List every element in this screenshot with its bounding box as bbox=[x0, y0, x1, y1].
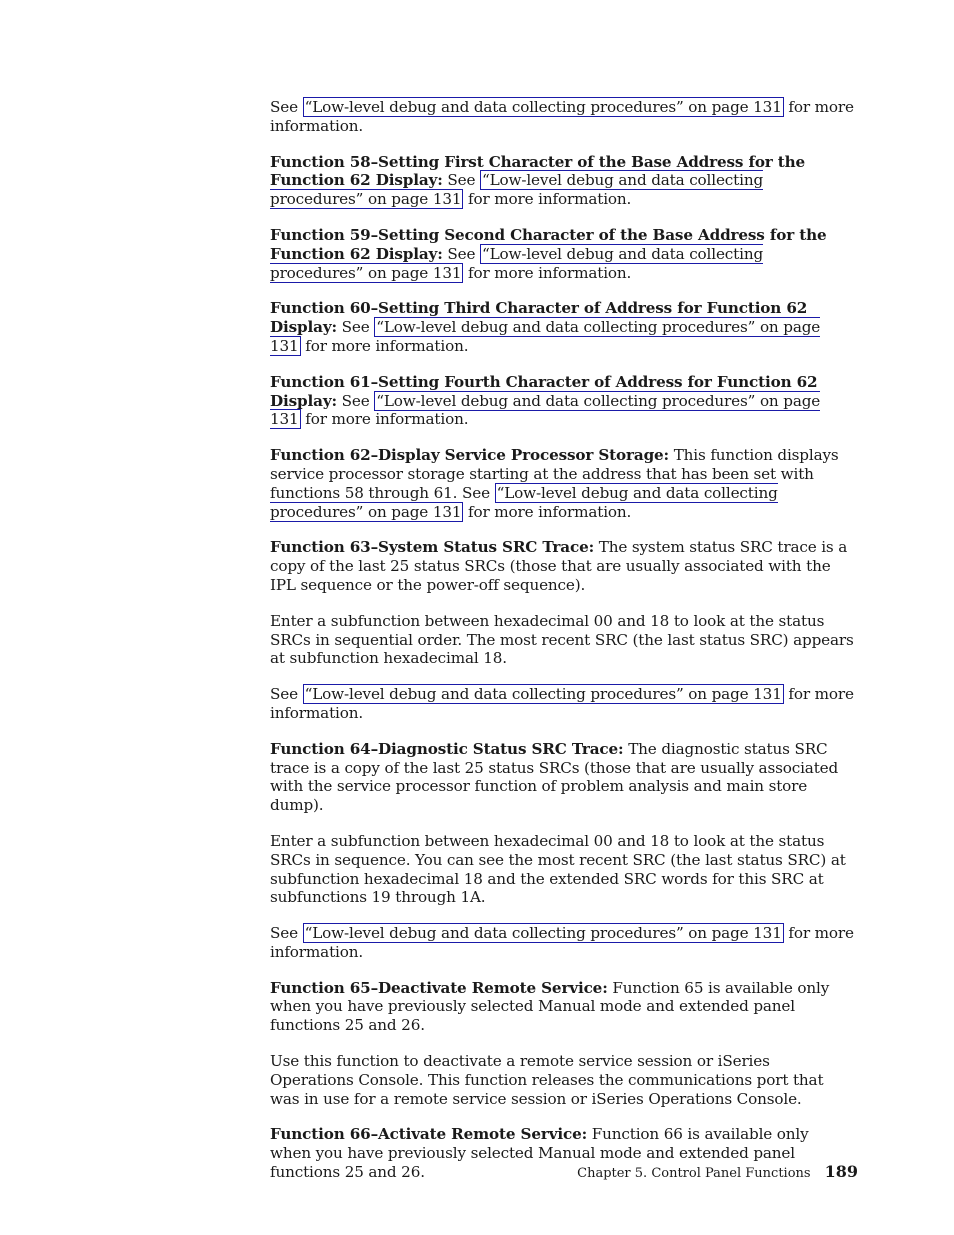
paragraph-heading: Function 59–Setting Second Character of the Base Address for the Function 62 Display: bbox=[270, 225, 827, 263]
cross-reference-link[interactable]: “Low-level debug and data collecting procedures” on page 131 bbox=[270, 244, 764, 282]
cross-reference-link[interactable]: “Low-level debug and data collecting procedures” on page 131 bbox=[270, 171, 764, 209]
paragraph-heading: Function 64–Diagnostic Status SRC Trace: bbox=[270, 739, 624, 758]
paragraph bbox=[270, 979, 854, 1035]
paragraph-text: See bbox=[270, 924, 303, 943]
paragraph bbox=[270, 538, 854, 594]
document-body bbox=[270, 98, 854, 1199]
paragraph bbox=[270, 1052, 854, 1108]
cross-reference-link[interactable]: “Low-level debug and data collecting procedures” on page 131 bbox=[270, 318, 821, 355]
paragraph-text: See bbox=[270, 98, 303, 116]
paragraph bbox=[270, 832, 854, 907]
paragraph-text-tail: for more information. bbox=[300, 410, 469, 429]
paragraph-text-tail: for more information. bbox=[270, 98, 854, 135]
paragraph-text: Function 65 is available only when you have previously selected Manual mode and extended panel functions 25 and 26. bbox=[270, 978, 830, 1035]
paragraph bbox=[270, 612, 854, 668]
paragraph-text: Enter a subfunction between hexadecimal 00 and 18 to look at the status SRCs in sequence. You can see the most recent SRC (the last status SRC) at subfunction hexadecimal 18 and the extended SRC words for this SRC at subfunctions 19 through 1A. bbox=[270, 831, 846, 907]
paragraph-text: Use this function to deactivate a remote service session or iSeries Operations Console. This function releases the communications port that was in use for a remote service session or iSeries Operations Console. bbox=[270, 1052, 824, 1108]
page-footer bbox=[577, 1162, 858, 1181]
paragraph bbox=[270, 98, 854, 136]
chapter-title: Chapter 5. Control Panel Functions bbox=[577, 1166, 811, 1181]
paragraph bbox=[270, 299, 854, 355]
paragraph bbox=[270, 373, 854, 429]
paragraph bbox=[270, 924, 854, 962]
paragraph-text: See bbox=[442, 244, 480, 263]
paragraph-text: See bbox=[336, 318, 375, 337]
paragraph-text-tail: for more information. bbox=[463, 502, 632, 521]
paragraph-text: See bbox=[442, 171, 480, 190]
cross-reference-link[interactable]: “Low-level debug and data collecting procedures” on page 131 bbox=[270, 391, 821, 429]
paragraph-text: See bbox=[270, 685, 303, 704]
paragraph-text: See bbox=[336, 391, 375, 410]
paragraph-heading: Function 60–Setting Third Character of Address for Function 62 Display: bbox=[270, 299, 808, 337]
paragraph-text-tail: for more information. bbox=[300, 336, 469, 355]
page-number: 189 bbox=[824, 1162, 858, 1181]
paragraph-heading: Function 61–Setting Fourth Character of Address for Function 62 Display: bbox=[270, 372, 818, 410]
paragraph-text-tail: for more information. bbox=[270, 924, 854, 961]
paragraph bbox=[270, 226, 854, 282]
paragraph-text: Function 66 is available only when you have previously selected Manual mode and extended panel functions 25 and 26. bbox=[270, 1125, 809, 1182]
paragraph-heading: Function 63–System Status SRC Trace: bbox=[270, 538, 595, 557]
cross-reference-link[interactable]: “Low-level debug and data collecting procedures” on page 131 bbox=[304, 98, 782, 116]
paragraph-heading: Function 62–Display Service Processor Storage: bbox=[270, 446, 670, 465]
cross-reference-link[interactable]: “Low-level debug and data collecting procedures” on page 131 bbox=[304, 685, 782, 704]
paragraph-heading: Function 66–Activate Remote Service: bbox=[270, 1125, 588, 1144]
paragraph bbox=[270, 446, 854, 521]
paragraph bbox=[270, 685, 854, 723]
paragraph-text: The diagnostic status SRC trace is a copy of the last 25 status SRCs (those that are usually associated with the service processor function of problem analysis and main store dump). bbox=[270, 739, 839, 815]
paragraph-heading: Function 58–Setting First Character of the Base Address for the Function 62 Display: bbox=[270, 152, 806, 190]
paragraph-text-tail: for more information. bbox=[463, 190, 632, 209]
paragraph bbox=[270, 153, 854, 209]
paragraph-text: The system status SRC trace is a copy of the last 25 status SRCs (those that are usually associated with the IPL sequence or the power-off sequence). bbox=[270, 538, 848, 594]
paragraph-text-tail: for more information. bbox=[270, 685, 854, 722]
paragraph-text-tail: for more information. bbox=[463, 263, 632, 282]
cross-reference-link[interactable]: “Low-level debug and data collecting procedures” on page 131 bbox=[270, 483, 778, 521]
paragraph-text: Enter a subfunction between hexadecimal 00 and 18 to look at the status SRCs in sequential order. The most recent SRC (the last status SRC) appears at subfunction hexadecimal 18. bbox=[270, 611, 854, 668]
cross-reference-link[interactable]: “Low-level debug and data collecting procedures” on page 131 bbox=[304, 924, 782, 943]
paragraph-heading: Function 65–Deactivate Remote Service: bbox=[270, 978, 608, 997]
paragraph bbox=[270, 740, 854, 815]
paragraph-text: This function displays service processor storage starting at the address that has been set with functions 58 through 61. See bbox=[270, 446, 839, 502]
